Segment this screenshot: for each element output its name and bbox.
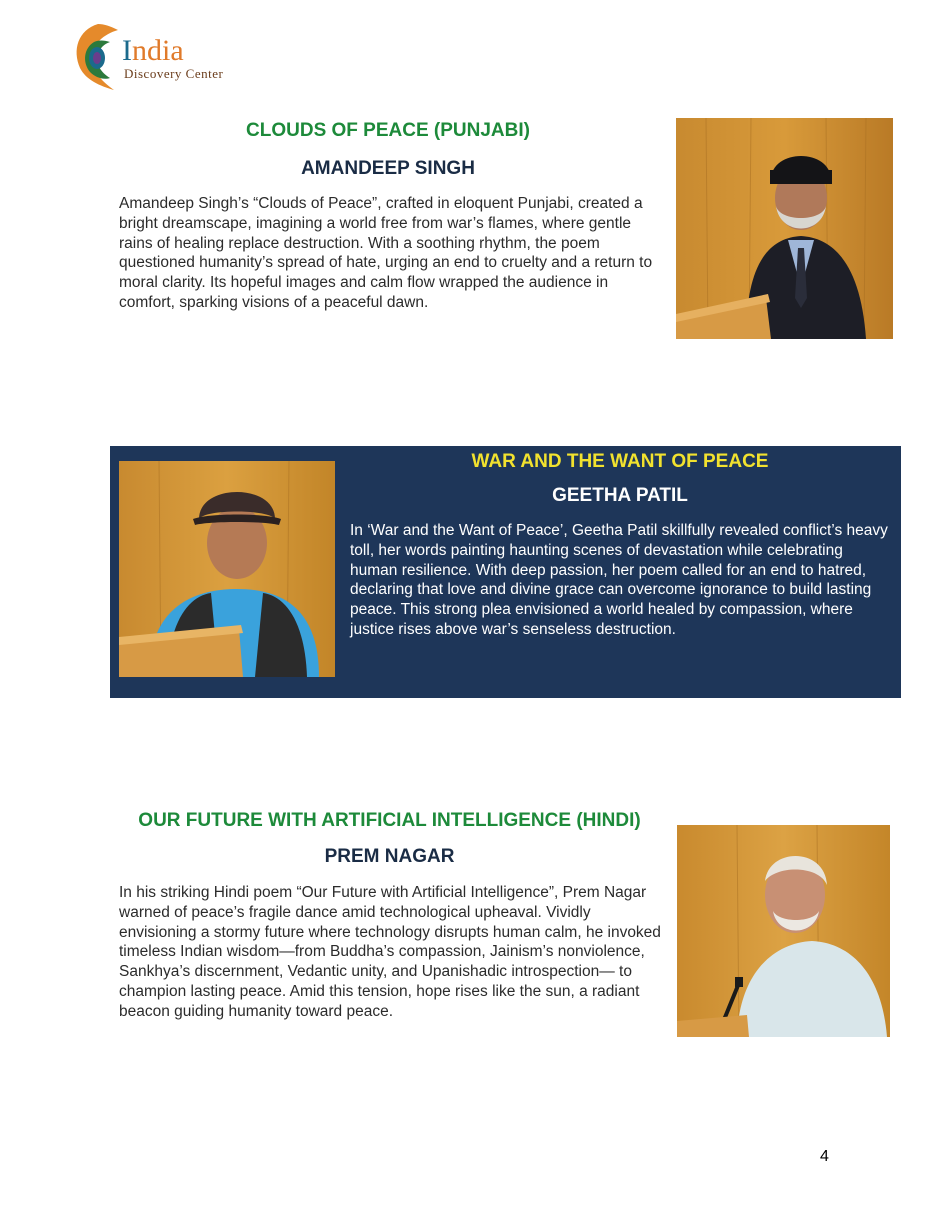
- section-1-body: Amandeep Singh’s “Clouds of Peace”, crafted in eloquent Punjabi, created a bright dreamscape, imagining a world free from war’s flames, where gentle rains of healing replace destruction. With a soothing rhythm, the poem questioned humanity’s spread of hate, urging an end to cruelty and a return to moral clarity. Its hopeful images and calm flow wrapped the audience in comfort, sparking visions of a peaceful dawn.: [119, 195, 653, 311]
- section-1-title: CLOUDS OF PEACE (PUNJABI): [246, 120, 530, 141]
- page-number: 4: [820, 1148, 829, 1165]
- section-3-title: OUR FUTURE WITH ARTIFICIAL INTELLIGENCE (HINDI): [138, 810, 641, 831]
- peacock-feather-icon: [70, 20, 126, 92]
- section-2-title: WAR AND THE WANT OF PEACE: [471, 451, 769, 472]
- section-2-body: In ‘War and the Want of Peace’, Geetha Patil skillfully revealed conflict’s heavy toll, her words painting haunting scenes of devastation while celebrating human resilience. With deep passion, her poem called for an end to hatred, declaring that love and divine grace can overcome ignorance to build lasting peace. This strong plea envisioned a world healed by compassion, where justice rises above war’s senseless destruction.: [350, 522, 888, 638]
- section-2-author: GEETHA PATIL: [552, 485, 688, 506]
- logo-title: India: [122, 34, 184, 67]
- geetha-patil-photo: [119, 461, 335, 677]
- india-discovery-center-logo: [70, 20, 250, 92]
- section-3-author: PREM NAGAR: [324, 846, 455, 867]
- section-3-body: In his striking Hindi poem “Our Future with Artificial Intelligence”, Prem Nagar warned of peace’s fragile dance amid technological upheaval. Vividly envisioning a stormy future where technology disrupts human calm, he invoked timeless Indian wisdom—from Buddha’s compassion, Jainism’s nonviolence, Sankhya’s discernment, Vedantic unity, and Upanishadic introspection— to champion lasting peace. Amid this tension, hope rises like the sun, a radiant beacon guiding humanity toward peace.: [119, 884, 661, 1020]
- logo-subtitle: Discovery Center: [124, 66, 224, 81]
- section-1-author: AMANDEEP SINGH: [301, 158, 475, 179]
- prem-nagar-photo: [677, 825, 890, 1037]
- amandeep-singh-photo: [676, 118, 893, 339]
